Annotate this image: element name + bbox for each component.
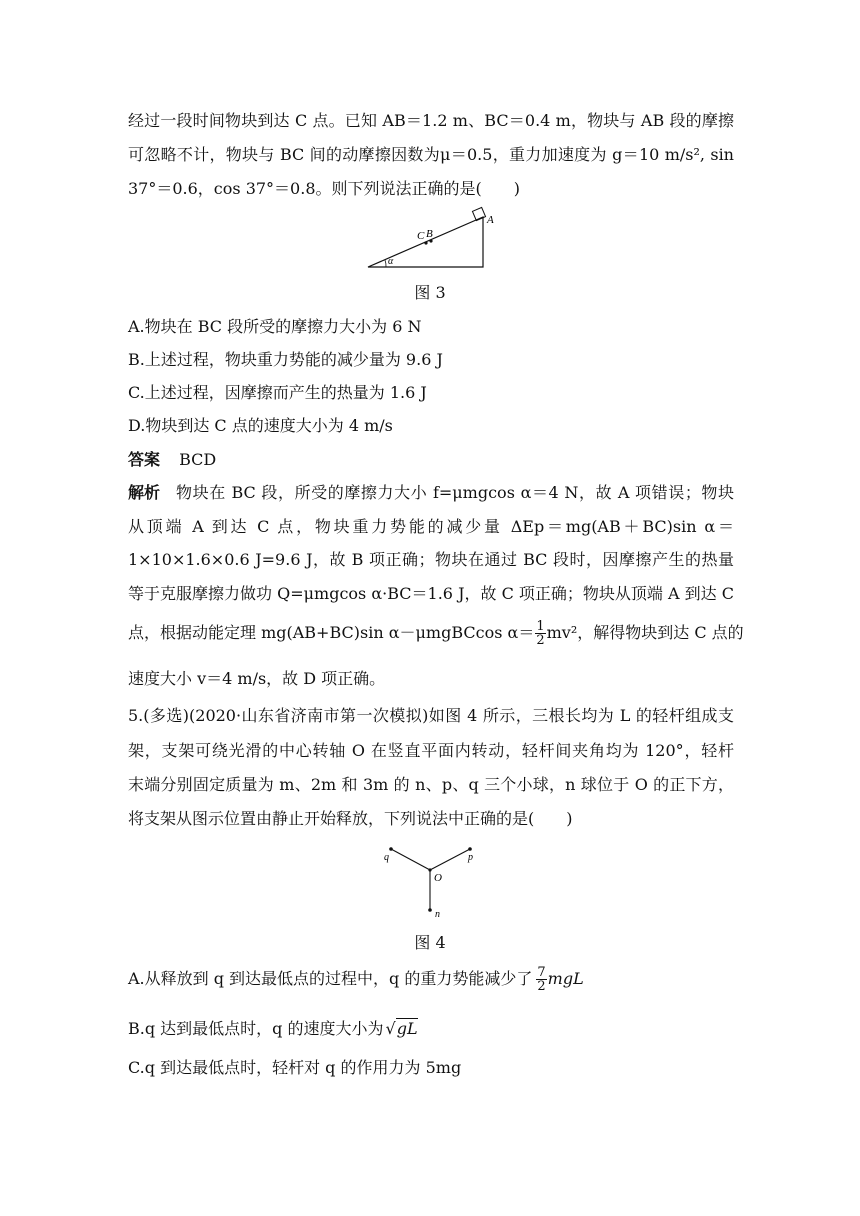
analysis-label: 解析 [128,483,161,502]
q5-frac-num: 7 [537,964,546,980]
q5-option-a-text: A.从释放到 q 到达最低点的过程中，q 的重力势能减少了 [128,969,533,988]
analysis-frac-num: 1 [536,618,545,634]
answer-row [128,449,216,471]
analysis-frac-den: 2 [536,632,545,648]
analysis-line-5-pre: 点，根据动能定理 mg(AB+BC)sin α－μmgBCcos α＝ [128,623,535,642]
figure-4-caption: 图 4 [414,933,446,952]
analysis-line-5-post: mv²，解得物块到达 C 点的 [546,623,744,642]
fig3-label-c: C [417,230,425,242]
q4-option-b: B.上述过程，物块重力势能的减少量为 9.6 J [128,350,443,369]
figure-3-incline [360,206,500,272]
q4-stem-line-2: 可忽略不计，物块与 BC 间的动摩擦因数为μ＝0.5，重力加速度为 g＝10 m/s², sin [128,145,734,164]
q5-stem-line-4: 将支架从图示位置由静止开始释放，下列说法中正确的是( ) [128,809,573,828]
q4-option-d: D.物块到达 C 点的速度大小为 4 m/s [128,416,393,435]
q4-stem-line-1: 经过一段时间物块到达 C 点。已知 AB＝1.2 m、BC＝0.4 m，物块与 AB 段的摩擦 [128,111,734,130]
q5-option-c: C.q 到达最低点时，轻杆对 q 的作用力为 5mg [128,1058,462,1077]
analysis-row-5 [128,616,744,650]
fig3-label-a: A [487,214,494,226]
q4-option-c: C.上述过程，因摩擦而产生的热量为 1.6 J [128,383,427,402]
figure-3-caption: 图 3 [414,283,446,302]
analysis-line-3: 1×10×1.6×0.6 J=9.6 J，故 B 项正确；物块在通过 BC 段时，因摩擦产生的热量 [128,550,734,569]
q5-frac-den: 2 [537,978,546,994]
analysis-row-1 [128,482,734,504]
answer-value: BCD [179,450,217,469]
q4-stem-line-3: 37°＝0.6，cos 37°＝0.8。则下列说法正确的是( ) [128,179,520,198]
q5-option-a-fraction [536,966,546,993]
q5-option-b-sqrt: gL [396,1019,418,1038]
analysis-fraction [535,620,545,647]
answer-label: 答案 [128,450,161,469]
analysis-line-1: 物块在 BC 段，所受的摩擦力大小 f=μmgcos α＝4 N，故 A 项错误；物块 [176,483,734,502]
analysis-line-4: 等于克服摩擦力做功 Q=μmgcos α·BC＝1.6 J，故 C 项正确；物块从顶端 A 到达 C [128,584,734,603]
figure-4-frame [376,842,488,922]
fig4-label-o: O [434,872,442,884]
fig3-label-b: B [426,228,433,240]
q5-stem-line-1: 5.(多选)(2020·山东省济南市第一次模拟)如图 4 所示，三根长均为 L 的轻杆组成支 [128,706,734,725]
q5-option-b: B.q 达到最低点时，q 的速度大小为 √gL [128,1019,418,1038]
q5-stem-line-2: 架，支架可绕光滑的中心转轴 O 在竖直平面内转动，轻杆间夹角均为 120°，轻杆 [128,741,734,760]
q5-option-a [128,962,584,996]
q5-option-b-text: B.q 达到最低点时，q 的速度大小为 [128,1019,384,1038]
q5-option-a-post: mgL [547,969,584,988]
q5-stem-line-3: 末端分别固定质量为 m、2m 和 3m 的 n、p、q 三个小球，n 球位于 O 的正下方， [128,775,734,794]
analysis-line-6: 速度大小 v＝4 m/s，故 D 项正确。 [128,669,386,688]
q4-option-a: A.物块在 BC 段所受的摩擦力大小为 6 N [128,317,422,336]
fig4-label-n: n [435,909,440,920]
fig4-label-q: q [384,852,389,863]
analysis-line-2: 从顶端 A 到达 C 点，物块重力势能的减少量 ΔEp＝mg(AB＋BC)sin α＝ [128,517,734,536]
fig4-label-p: p [468,852,473,863]
fig3-label-alpha: α [388,256,394,267]
